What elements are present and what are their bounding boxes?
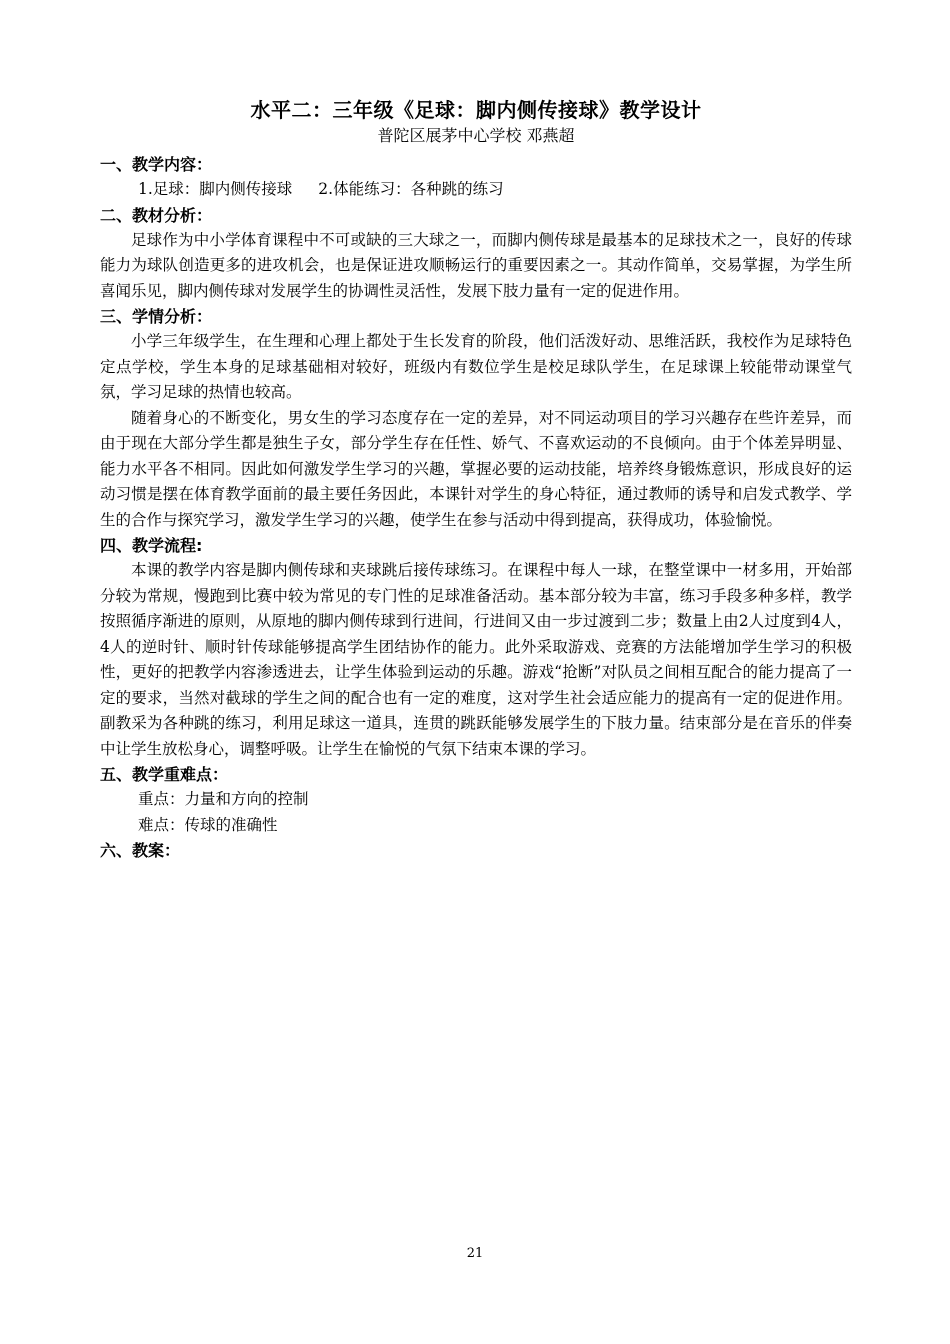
- content-item-1: 1.足球：脚内侧传接球: [138, 180, 293, 198]
- students-paragraph-1: 小学三年级学生，在生理和心理上都处于生长发育的阶段，他们活泼好动、思维活跃，我校作为足球特色定点学校，学生本身的足球基础相对较好，班级内有数位学生是校足球队学生，在足球课上较能带动课堂气氛，学习足球的热情也较高。: [100, 332, 852, 401]
- students-paragraph-2: 随着身心的不断变化，男女生的学习态度存在一定的差异，对不同运动项目的学习兴趣存在些许差异，而由于现在大部分学生都是独生子女，部分学生存在任性、娇气、不喜欢运动的不良倾向。由于个体差异明显、能力水平各不相同。因此如何激发学生学习的兴趣，掌握必要的运动技能，培养终身锻炼意识，形成良好的运动习惯是摆在体育教学面前的最主要任务因此，本课针对学生的身心特征，通过教师的诱导和启发式教学、学生的合作与探究学习，激发学生学习的兴趣，使学生在参与活动中得到提高，获得成功，体验愉悦。: [100, 408, 852, 529]
- content-items: [100, 177, 852, 203]
- analysis-paragraph: 足球作为中小学体育课程中不可或缺的三大球之一，而脚内侧传球是最基本的足球技术之一，良好的传球能力为球队创造更多的进攻机会，也是保证进攻顺畅运行的重要因素之一。其动作简单，交易掌握，为学生所喜闻乐见，脚内侧传球对发展学生的协调性灵活性，发展下肢力量有一定的促进作用。: [100, 230, 852, 300]
- section-heading-students: 三、学情分析：: [100, 307, 213, 326]
- page-number: 21: [466, 1246, 484, 1261]
- document-page: [100, 96, 852, 863]
- process-paragraph: 本课的教学内容是脚内侧传球和夹球跳后接传球练习。在课程中每人一球，在整堂课中一材多用，开始部分较为常规，慢跑到比赛中较为常见的专门性的足球准备活动。基本部分较为丰富，练习手段多种多样，教学按照循序渐进的原则，从原地的脚内侧传球到行进间，行进间又由一步过渡到二步；数量上由2人过度到4人，4人的逆时针、顺时针传球能够提高学生团结协作的能力。此外采取游戏、竞赛的方法能增加学生学习的积极性，更好的把教学内容渗透进去，让学生体验到运动的乐趣。游戏“抢断”对队员之间相互配合的能力提高了一定的要求，当然对截球的学生之间的配合也有一定的难度，这对学生社会适应能力的提高有一定的促进作用。副教采为各种跳的练习，利用足球这一道具，连贯的跳跃能够发展学生的下肢力量。结束部分是在音乐的伴奏中让学生放松身心，调整呼吸。让学生在愉悦的气氛下结束本课的学习。: [100, 561, 852, 758]
- section-heading-content: 一、教学内容：: [100, 155, 213, 174]
- section-heading-analysis: 二、教材分析：: [100, 205, 213, 225]
- document-title: 水平二：三年级《足球：脚内侧传接球》教学设计: [250, 98, 702, 122]
- content-item-2: 2.体能练习：各种跳的练习: [318, 180, 504, 198]
- section-heading-process: 四、教学流程:: [100, 536, 203, 555]
- section-heading-key-points: 五、教学重难点：: [100, 765, 229, 784]
- author-line: 普陀区展茅中心学校 邓燕超: [377, 126, 575, 145]
- key-point: 重点：力量和方向的控制: [138, 790, 309, 808]
- section-heading-lesson-plan: 六、教案：: [100, 841, 181, 860]
- difficulty-point: 难点：传球的准确性: [138, 815, 278, 834]
